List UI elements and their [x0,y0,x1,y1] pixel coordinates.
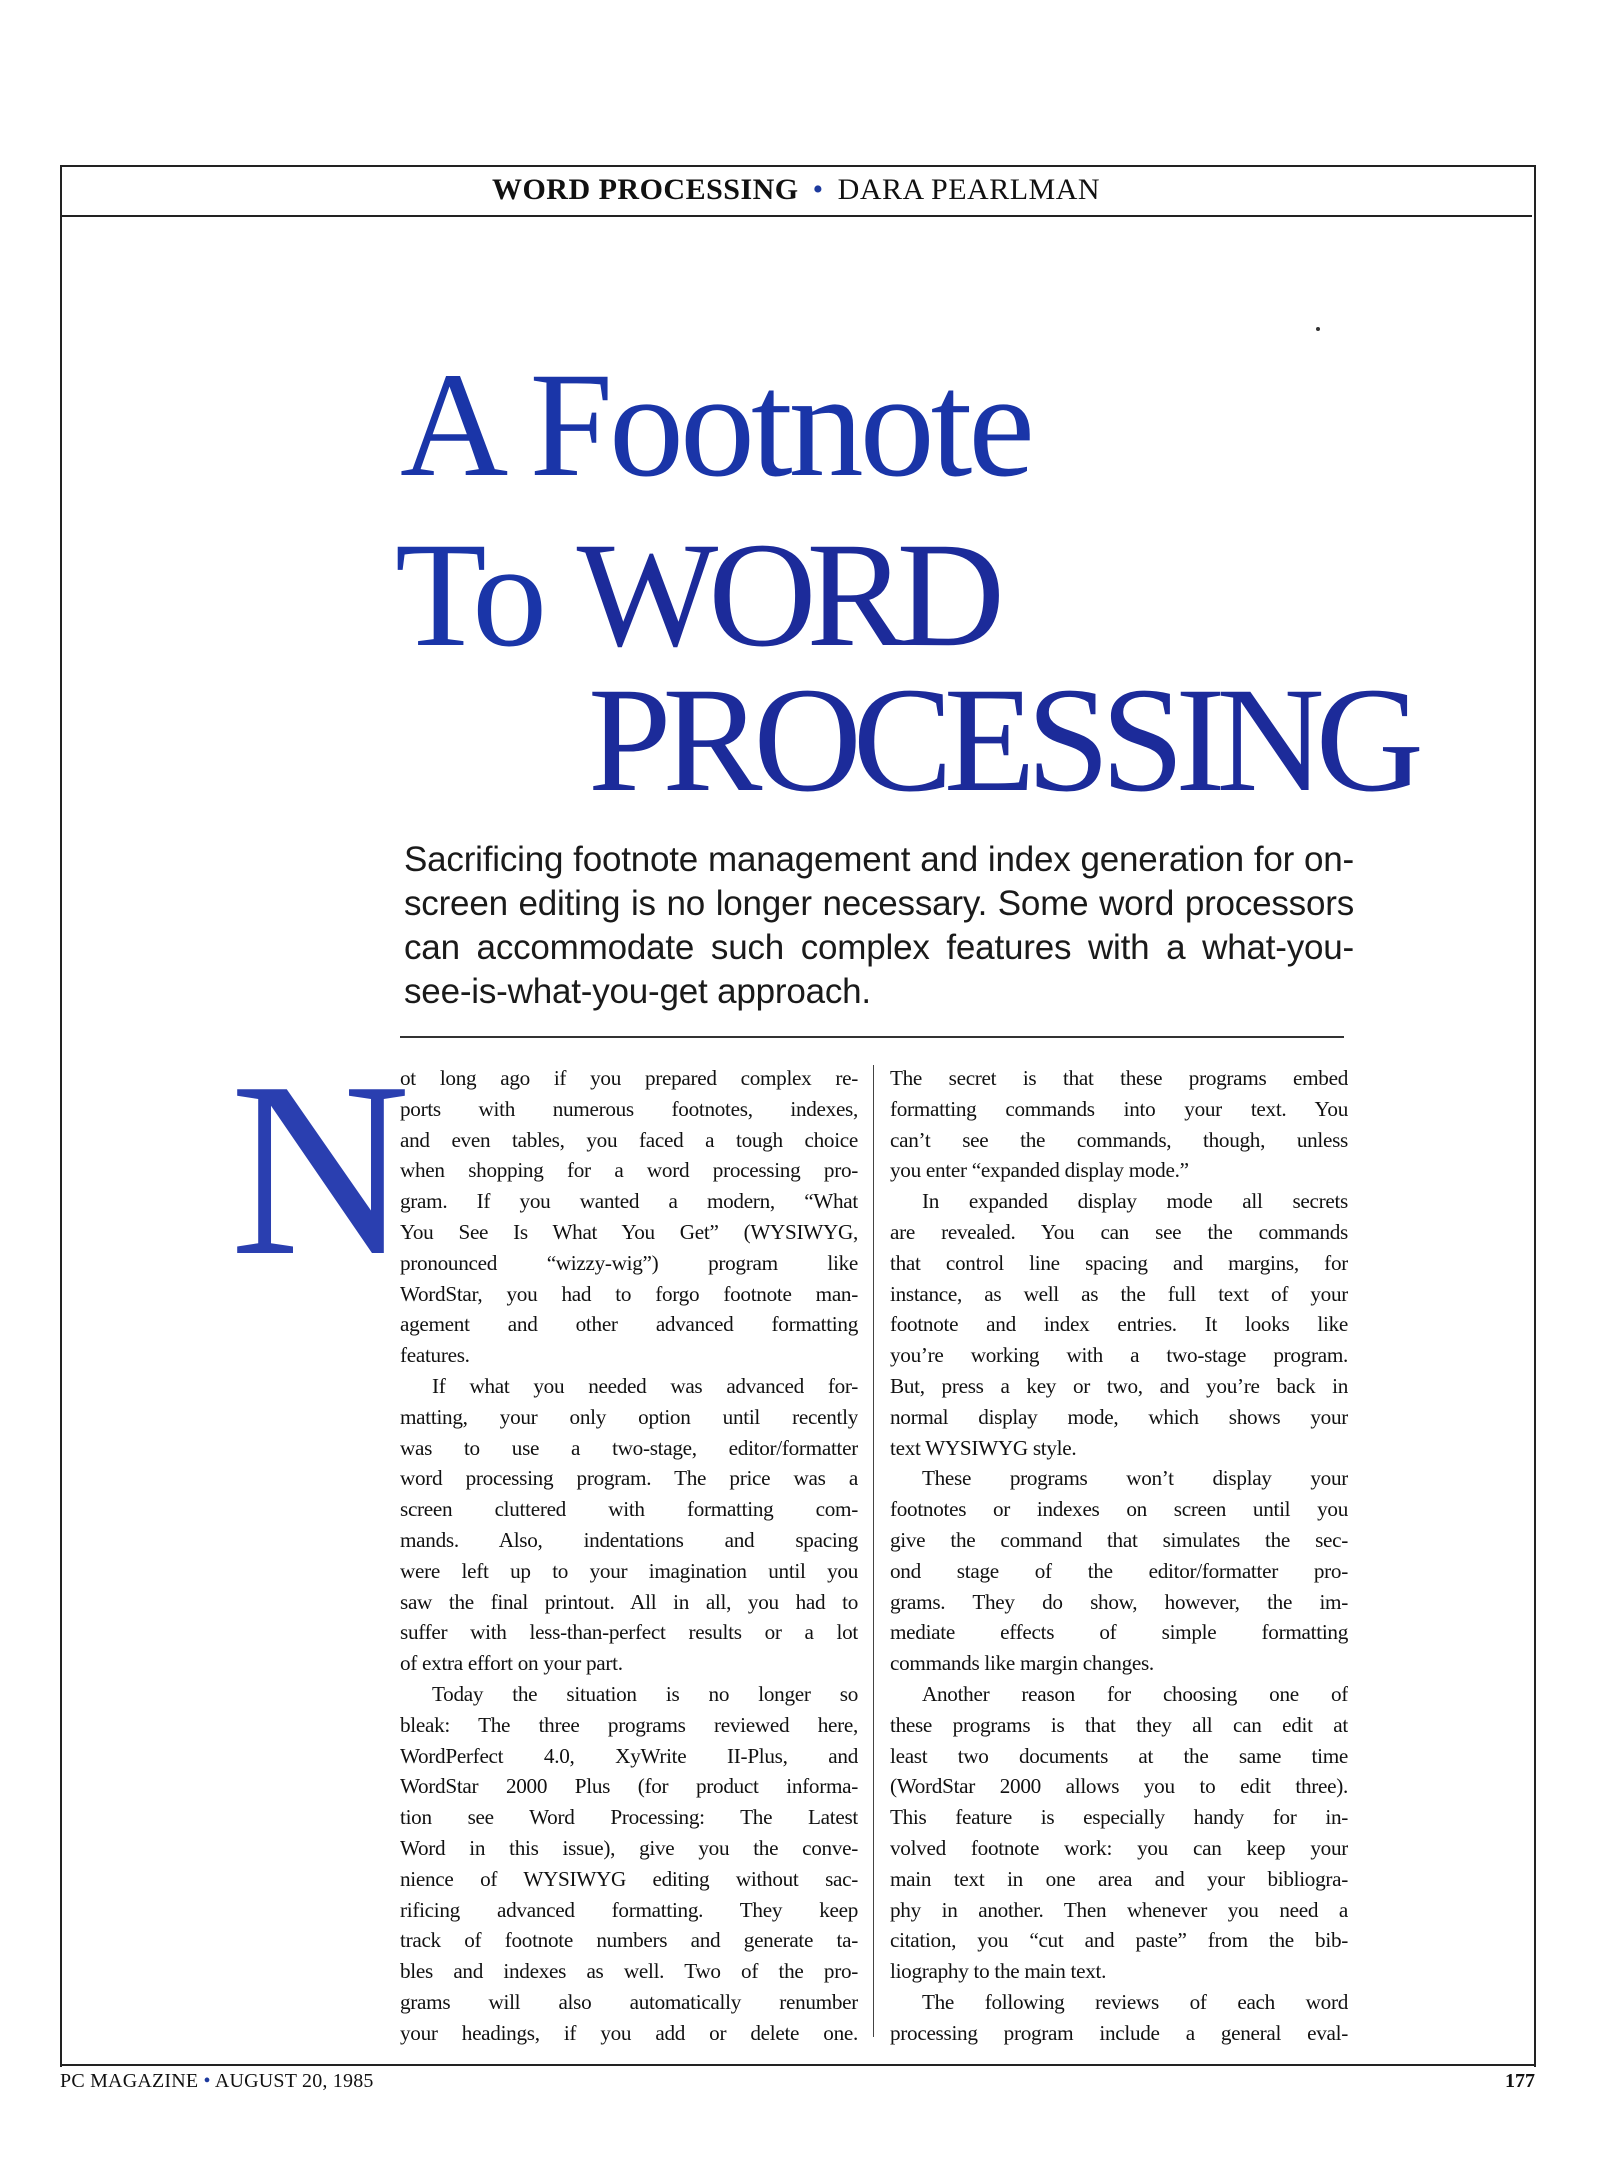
text-line: grams will also automatically renumber [400,1989,858,2014]
headline-line-3: PROCESSING [588,657,1415,823]
text-line: Word in this issue), give you the conve- [400,1835,858,1860]
text-line: (WordStar 2000 allows you to edit three). [890,1774,1348,1799]
headline-line-2 [395,512,995,678]
headline-line-1: A Footnote [400,342,1031,508]
text-line: can’t see the commands, though, unless [890,1127,1348,1152]
text-line: footnote and index entries. It looks like [890,1312,1348,1337]
text-line: least two documents at the same time [890,1743,1348,1768]
text-line: bleak: The three programs reviewed here, [400,1712,858,1737]
text-line: Today the situation is no longer so [432,1681,858,1706]
text-line: You See Is What You Get” (WYSIWYG, [400,1219,858,1244]
text-line: mands. Also, indentations and spacing [400,1527,858,1552]
text-line: screen cluttered with formatting com- [400,1497,858,1522]
headline-to: To [395,512,544,678]
section-header [60,165,1532,217]
text-line: was to use a two-stage, editor/formatter [400,1435,858,1460]
text-line: The following reviews of each word [922,1989,1348,2014]
text-line: agement and other advanced formatting [400,1312,858,1337]
text-line: liography to the main text. [890,1959,1107,1984]
text-line: that control line spacing and margins, for [890,1250,1348,1275]
text-line: main text in one area and your bibliogra- [890,1866,1348,1891]
text-line: volved footnote work: you can keep your [890,1835,1348,1860]
column-divider [873,1065,874,2037]
text-line: saw the final printout. All in all, you had to [400,1589,858,1614]
text-line: are revealed. You can see the commands [890,1219,1348,1244]
text-line: WordStar 2000 Plus (for product informa- [400,1774,858,1799]
text-line: This feature is especially handy for in- [890,1805,1348,1830]
text-line: If what you needed was advanced for- [432,1373,858,1398]
text-line: and even tables, you faced a tough choice [400,1127,858,1152]
text-line: commands like margin changes. [890,1651,1154,1676]
text-line: when shopping for a word processing pro- [400,1158,858,1183]
deck-rule [400,1036,1344,1038]
header-separator: • [812,173,824,206]
text-line: rificing advanced formatting. They keep [400,1897,858,1922]
text-line: The secret is that these programs embed [890,1066,1348,1090]
text-line: instance, as well as the full text of your [890,1281,1348,1306]
text-line: text WYSIWYG style. [890,1435,1077,1460]
text-line: These programs won’t display your [922,1466,1348,1491]
text-line: you enter “expanded display mode.” [890,1158,1189,1183]
footer-rule [60,2064,1536,2066]
text-line: word processing program. The price was a [400,1466,858,1491]
issue-date: AUGUST 20, 1985 [214,2070,374,2092]
section-name: WORD PROCESSING [491,173,799,206]
text-line: Another reason for choosing one of [922,1681,1348,1706]
author-name: DARA PEARLMAN [837,173,1101,206]
text-line: In expanded display mode all secrets [922,1189,1348,1214]
text-line: formatting commands into your text. You [890,1096,1348,1121]
text-line: mediate effects of simple formatting [890,1620,1348,1645]
text-line: But, press a key or two, and you’re back in [890,1373,1348,1398]
text-line: track of footnote numbers and generate ta- [400,1928,858,1953]
text-line: footnotes or indexes on screen until you [890,1497,1348,1522]
footer-folio [60,2070,374,2093]
text-line: processing program include a general eval- [890,2020,1348,2045]
text-line: grams. They do show, however, the im- [890,1589,1348,1614]
article-deck: Sacrificing footnote management and index generation for on-screen editing is no longer necessary. Some word processors can accommodate such complex features with a what-you-see-is-what-you-get approach. [404,840,1354,1011]
text-line: WordPerfect 4.0, XyWrite II-Plus, and [400,1743,858,1768]
text-line: these programs is that they all can edit at [890,1712,1348,1737]
text-line: matting, your only option until recently [400,1404,858,1429]
text-line: suffer with less-than-perfect results or a lot [400,1620,858,1645]
text-line: normal display mode, which shows your [890,1404,1348,1429]
publication-name: PC MAGAZINE [60,2070,199,2092]
text-line: you’re working with a two-stage program. [890,1343,1348,1368]
page-number: 177 [1505,2070,1535,2092]
drop-cap: N [230,1031,411,1308]
text-line: pronounced “wizzy-wig”) program like [400,1250,858,1275]
text-line: tion see Word Processing: The Latest [400,1805,858,1830]
print-speck [1316,327,1320,331]
text-line: nience of WYSIWYG editing without sac- [400,1866,858,1891]
text-line: of extra effort on your part. [400,1651,623,1676]
body-column-1 [400,1063,858,2049]
headline-word: WORD [576,512,995,678]
text-line: give the command that simulates the sec- [890,1527,1348,1552]
text-line: citation, you “cut and paste” from the bib- [890,1928,1348,1953]
text-line: features. [400,1343,470,1368]
text-line: your headings, if you add or delete one. [400,2020,858,2045]
text-line: ot long ago if you prepared complex re- [400,1066,858,1090]
text-line: were left up to your imagination until you [400,1558,858,1583]
body-column-2 [890,1063,1348,2049]
text-line: bles and indexes as well. Two of the pro- [400,1959,858,1984]
text-line: gram. If you wanted a modern, “What [400,1189,858,1214]
text-line: ond stage of the editor/formatter pro- [890,1558,1348,1583]
footer-separator: • [203,2070,211,2092]
text-line: phy in another. Then whenever you need a [890,1897,1348,1922]
text-line: WordStar, you had to forgo footnote man- [400,1281,858,1306]
text-line: ports with numerous footnotes, indexes, [400,1096,858,1121]
